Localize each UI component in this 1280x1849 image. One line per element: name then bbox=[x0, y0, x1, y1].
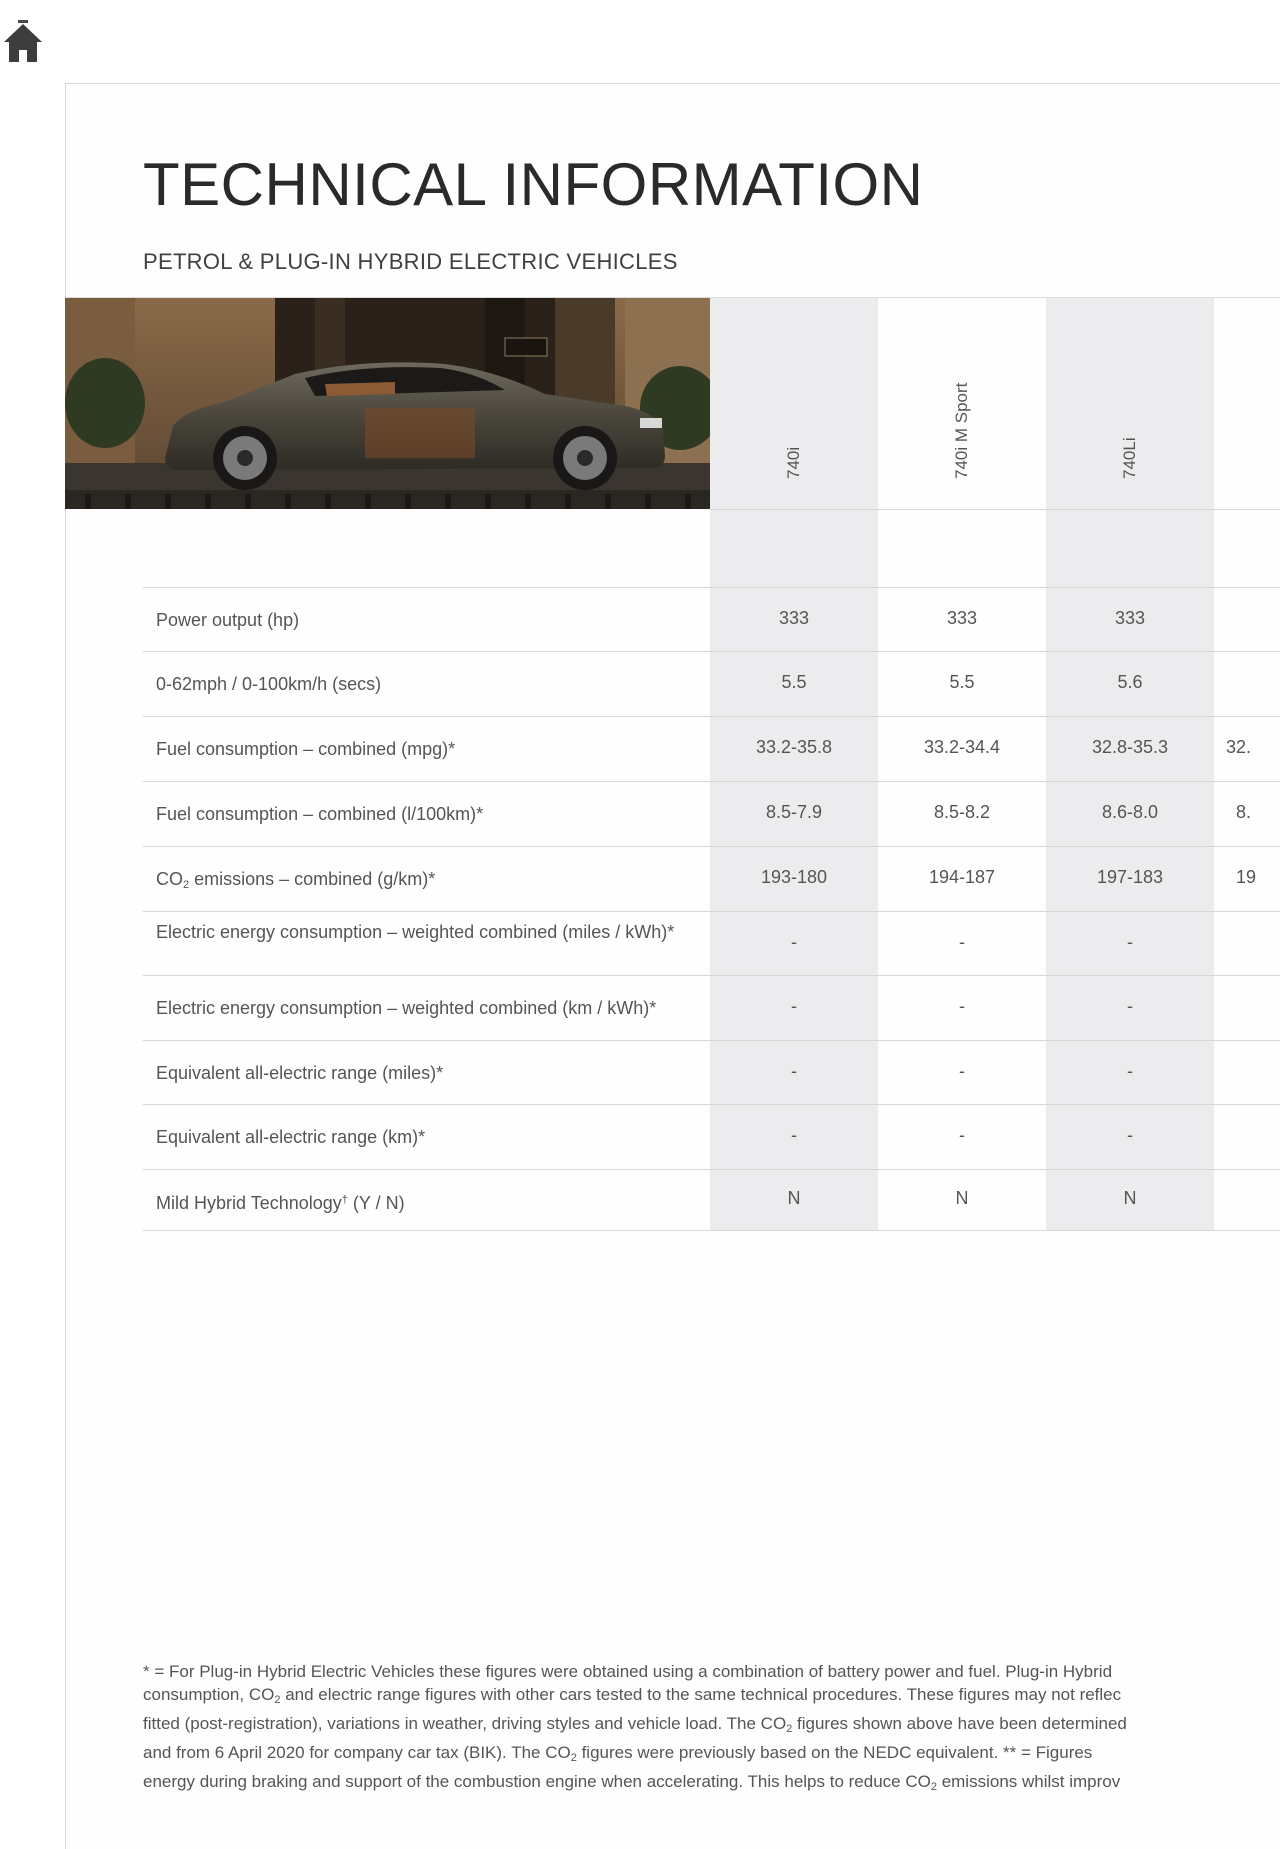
header-divider bbox=[710, 509, 1280, 510]
table-row: Mild Hybrid Technology† (Y / N) N N N bbox=[143, 1169, 1280, 1231]
table-row: Electric energy consumption – weighted combined (km / kWh)* - - - bbox=[143, 975, 1280, 1040]
table-row: Equivalent all-electric range (km)* - - - bbox=[143, 1104, 1280, 1169]
table-row: Fuel consumption – combined (l/100km)* 8.5-7.9 8.5-8.2 8.6-8.0 8. bbox=[143, 781, 1280, 846]
column-header-4 bbox=[1214, 298, 1280, 509]
footnote: * = For Plug-in Hybrid Electric Vehicles these figures were obtained using a combination of battery power and fuel. Plug-in Hybrid consumption, $CO_2$ and electric range figures with other cars tested to the same technical procedures. These figures may not reflec fitted (post-registration), variations in weather, driving styles and vehicle load. The $CO_2$ figures shown above have been determined and from 6 April 2020 for company car tax (BIK). The $CO_2$ figures were previously based on the NEDC equivalent. ** = Figures energy during braking and support of the combustion engine when accelerating. This helps to reduce $CO_2$ emissions whilst improv bbox=[143, 1662, 1127, 1793]
home-icon[interactable] bbox=[2, 20, 44, 66]
table-row: Fuel consumption – combined (mpg)* 33.2-35.8 33.2-34.4 32.8-35.3 32. bbox=[143, 716, 1280, 781]
table-row: Electric energy consumption – weighted combined (miles / kWh)* - - - bbox=[143, 911, 1280, 975]
page-subtitle: PETROL & PLUG-IN HYBRID ELECTRIC VEHICLES bbox=[143, 249, 678, 274]
table-row: 0-62mph / 0-100km/h (secs) 5.5 5.5 5.6 bbox=[143, 651, 1280, 716]
column-header-740i-m-sport: 740i M Sport bbox=[952, 382, 971, 479]
column-header-740li: 740Li bbox=[1120, 437, 1139, 479]
table-row: $CO_2$ emissions – combined (g/km)* 193-180 194-187 197-183 19 bbox=[143, 846, 1280, 911]
column-header-740i: 740i bbox=[784, 446, 803, 479]
car-photo bbox=[65, 298, 710, 509]
table-row: Equivalent all-electric range (miles)* - - - bbox=[143, 1040, 1280, 1104]
page-title: TECHNICAL INFORMATION bbox=[143, 151, 924, 218]
table-row: Power output (hp) 333 333 333 bbox=[143, 587, 1280, 651]
